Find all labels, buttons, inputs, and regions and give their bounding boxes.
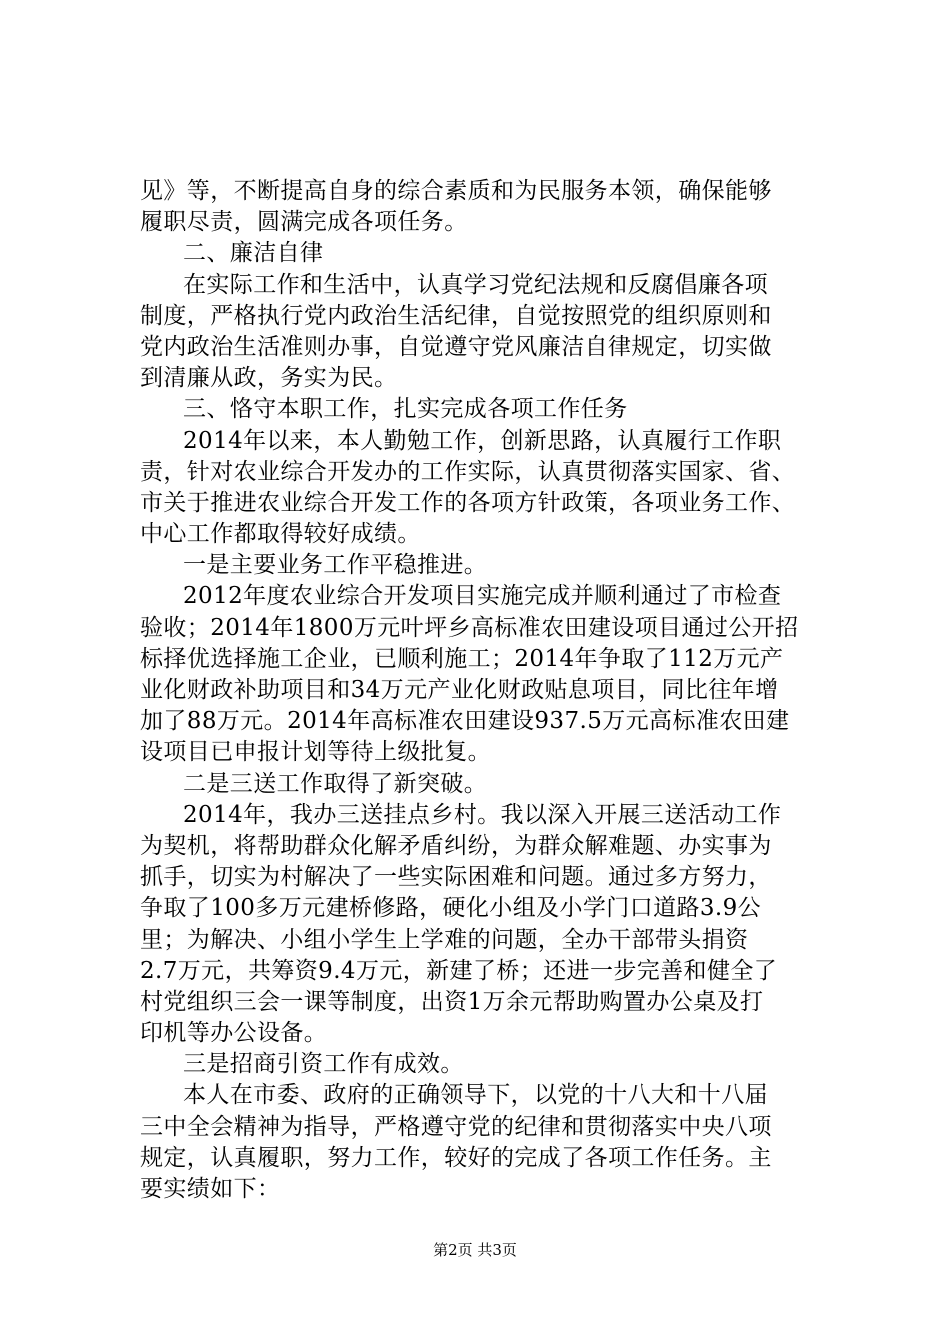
paragraph-start: 2014年，我办三送挂点乡村。我以深入开展三送活动工作 (183, 801, 782, 828)
text-line: 制度，严格执行党内政治生活纪律，自觉按照党的组织原则和 (140, 302, 772, 329)
text-line: 加了88万元。2014年高标准农田建设937.5万元高标准农田建 (140, 708, 790, 735)
text-line: 抓手，切实为村解决了一些实际困难和问题。通过多方努力， (140, 864, 772, 891)
section-heading: 三、恪守本职工作，扎实完成各项工作任务 (183, 396, 628, 423)
text-line: 里；为解决、小组小学生上学难的问题，全办干部带头捐资 (140, 926, 749, 953)
paragraph-start: 2012年度农业综合开发项目实施完成并顺利通过了市检查 (183, 583, 782, 610)
text-line: 争取了100多万元建桥修路，硬化小组及小学门口道路3.9公 (140, 895, 762, 922)
text-line: 标择优选择施工企业，已顺利施工；2014年争取了112万元产 (140, 645, 784, 672)
subsection-heading: 三是招商引资工作有成效。 (183, 1051, 464, 1078)
paragraph-start: 在实际工作和生活中，认真学习党纪法规和反腐倡廉各项 (183, 271, 768, 298)
text-line: 中心工作都取得较好成绩。 (140, 521, 421, 548)
page-number-footer: 第2页 共3页 (433, 1241, 517, 1259)
subsection-heading: 一是主要业务工作平稳推进。 (183, 552, 488, 579)
text-line: 村党组织三会一课等制度，出资1万余元帮助购置办公桌及打 (140, 988, 764, 1015)
text-line: 设项目已申报计划等待上级批复。 (140, 739, 491, 766)
text-line: 要实绩如下： (140, 1176, 281, 1202)
section-heading: 二、廉洁自律 (183, 240, 324, 267)
text-line: 履职尽责，圆满完成各项任务。 (140, 209, 468, 236)
text-line: 2.7万元，共筹资9.4万元，新建了桥；还进一步完善和健全了 (140, 957, 778, 984)
text-line: 印机等办公设备。 (140, 1020, 328, 1047)
paragraph-start: 本人在市委、政府的正确领导下，以党的十八大和十八届 (183, 1082, 768, 1109)
text-line: 市关于推进农业综合开发工作的各项方针政策，各项业务工作、 (140, 489, 796, 516)
paragraph-start: 2014年以来，本人勤勉工作，创新思路，认真履行工作职 (183, 427, 782, 454)
text-line: 三中全会精神为指导，严格遵守党的纪律和贯彻落实中央八项 (140, 1113, 772, 1140)
subsection-heading: 二是三送工作取得了新突破。 (183, 770, 488, 797)
text-line: 规定，认真履职，努力工作，较好的完成了各项工作任务。主 (140, 1144, 772, 1171)
text-line: 业化财政补助项目和34万元产业化财政贴息项目，同比往年增 (140, 677, 779, 703)
text-line: 见》等，不断提高自身的综合素质和为民服务本领，确保能够 (140, 178, 772, 204)
text-line: 党内政治生活准则办事，自觉遵守党风廉洁自律规定，切实做 (140, 333, 772, 360)
text-line: 为契机，将帮助群众化解矛盾纠纷，为群众解难题、办实事为 (140, 832, 772, 859)
document-body (140, 176, 830, 1205)
text-line: 到清廉从政，务实为民。 (140, 365, 398, 392)
text-line: 责，针对农业综合开发办的工作实际，认真贯彻落实国家、省、 (140, 458, 796, 485)
text-line: 验收；2014年1800万元叶坪乡高标准农田建设项目通过公开招 (140, 614, 799, 641)
